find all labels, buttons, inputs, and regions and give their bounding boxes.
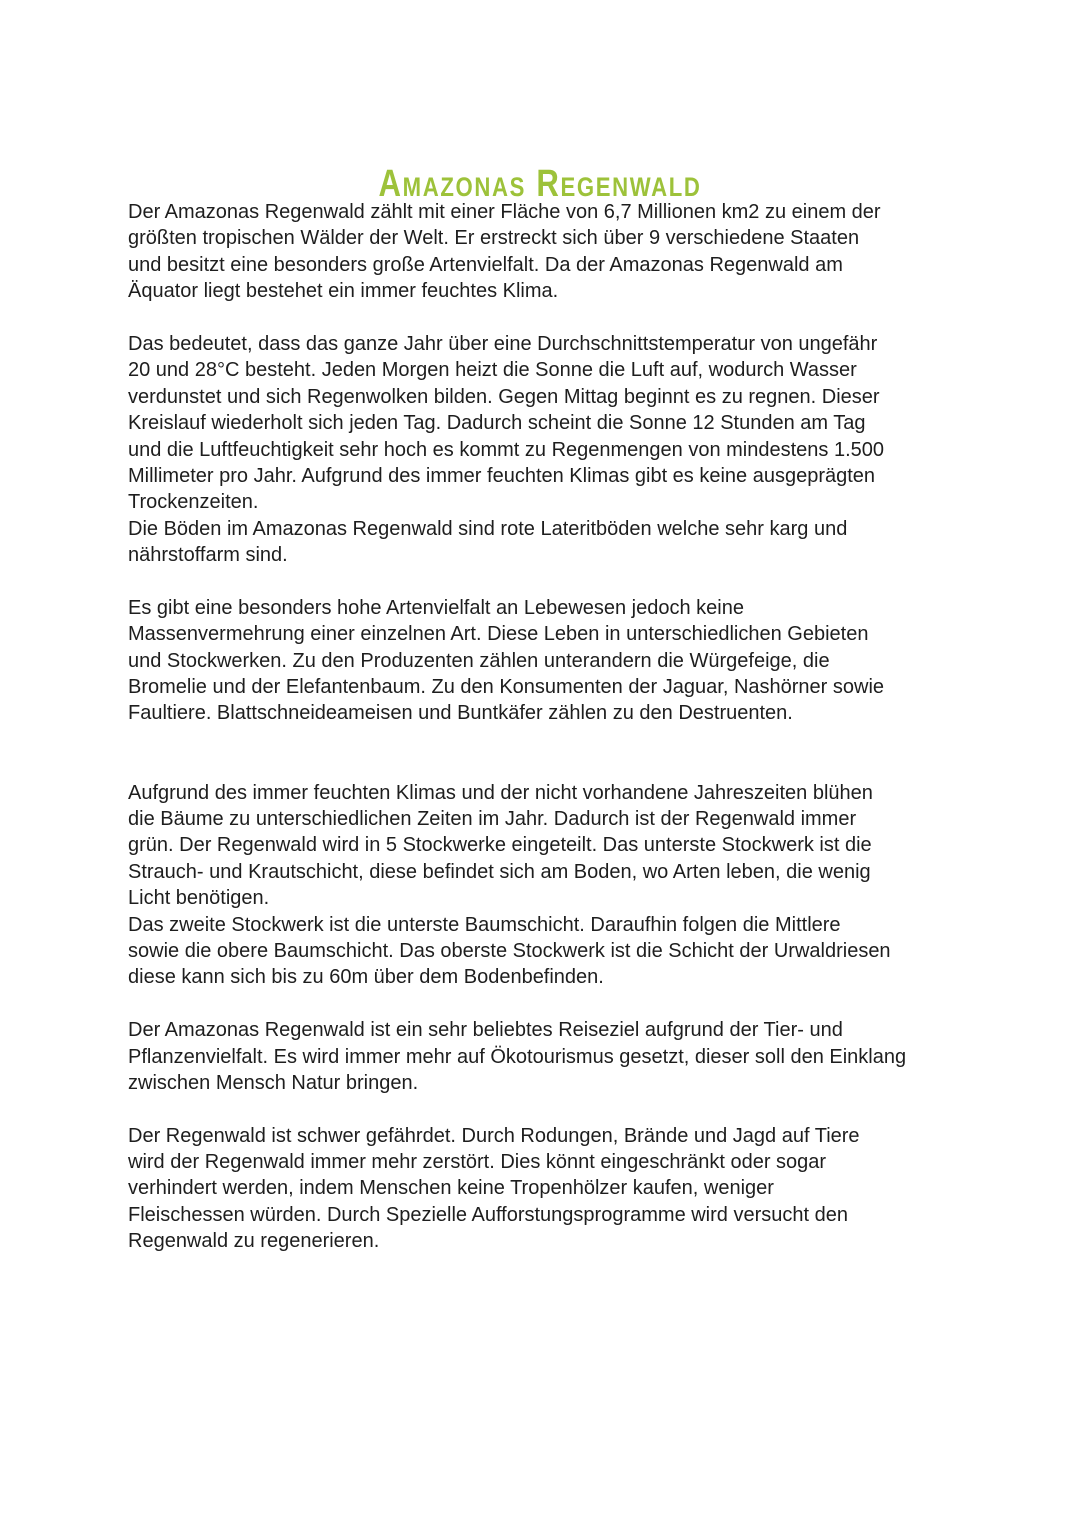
text-line: die Bäume zu unterschiedlichen Zeiten im Jahr. Dadurch ist der Regenwald immer [128,808,857,830]
paragraph [128,1123,906,1255]
text-line: sowie die obere Baumschicht. Das oberste Stockwerk ist die Schicht der Urwaldriesen [128,939,891,962]
text-line: diese kann sich bis zu 60m über dem Bodenbefinden. [128,966,604,989]
text-line: Massenvermehrung einer einzelnen Art. Diese Leben in unterschiedlichen Gebieten [128,623,869,646]
text-line: Fleischessen würden. Durch Spezielle Aufforstungsprogramme wird versucht den [128,1203,848,1226]
text-line: und die Luftfeuchtigkeit sehr hoch es kommt zu Regenmengen von mindestens 1.500 [128,438,885,461]
text-line: Pflanzenvielfalt. Es wird immer mehr auf Ökotourismus gesetzt, dieser soll den Einklang [128,1045,907,1068]
text-line: Aufgrund des immer feuchten Klimas und der nicht vorhandene Jahreszeiten blühen [128,781,873,804]
paragraph [128,1017,906,1096]
text-line: nährstoffarm sind. [128,544,288,567]
text-line: Der Regenwald ist schwer gefährdet. Durch Rodungen, Brände und Jagd auf Tiere [128,1124,860,1147]
document-title: Amazonas Regenwald [378,163,702,206]
paragraph [128,331,906,516]
text-line: Der Amazonas Regenwald zählt mit einer Fläche von 6,7 Millionen km2 zu einem der [128,201,881,223]
text-line: Der Amazonas Regenwald ist ein sehr beliebtes Reiseziel aufgrund der Tier- und [128,1019,843,1042]
text-line: Äquator liegt bestehet ein immer feuchtes Klima. [128,280,559,303]
text-line: Regenwald zu regenerieren. [128,1230,380,1253]
paragraph [128,595,906,727]
text-line: Kreislauf wiederholt sich jeden Tag. Dadurch scheint die Sonne 12 Stunden am Tag [128,412,866,435]
text-line: verhindert werden, indem Menschen keine Tropenhölzer kaufen, weniger [128,1177,774,1200]
text-line: Licht benötigen. [128,887,270,910]
text-line: und besitzt eine besonders große Artenvielfalt. Da der Amazonas Regenwald am [128,253,843,276]
text-line: zwischen Mensch Natur bringen. [128,1071,419,1094]
text-line: Die Böden im Amazonas Regenwald sind rote Lateritböden welche sehr karg und [128,517,848,540]
text-line: und Stockwerken. Zu den Produzenten zählen unterandern die Würgefeige, die [128,649,830,672]
text-line: Das zweite Stockwerk ist die unterste Baumschicht. Daraufhin folgen die Mittlere [128,913,841,936]
text-line: grün. Der Regenwald wird in 5 Stockwerke eingeteilt. Das unterste Stockwerk ist die [128,834,872,857]
text-line: verdunstet und sich Regenwolken bilden. Gegen Mittag beginnt es zu regnen. Dieser [128,385,880,408]
text-line: Strauch- und Krautschicht, diese befindet sich am Boden, wo Arten leben, die wenig [128,860,871,883]
document-body [128,199,906,1255]
text-line: größten tropischen Wälder der Welt. Er erstreckt sich über 9 verschiedene Staaten [128,227,860,250]
paragraph [128,780,906,912]
text-line: Bromelie und der Elefantenbaum. Zu den Konsumenten der Jaguar, Nashörner sowie [128,676,885,699]
text-line: Es gibt eine besonders hohe Artenvielfalt an Lebewesen jedoch keine [128,596,744,619]
text-line: Das bedeutet, dass das ganze Jahr über eine Durchschnittstemperatur von ungefähr [128,332,878,355]
text-line: Trockenzeiten. [128,491,259,514]
paragraph [128,199,906,305]
text-line: wird der Regenwald immer mehr zerstört. Dies könnt eingeschränkt oder sogar [128,1151,827,1174]
paragraph [128,516,906,569]
text-line: 20 und 28°C besteht. Jeden Morgen heizt die Sonne die Luft auf, wodurch Wasser [128,359,857,382]
text-line: Faultiere. Blattschneideameisen und Buntkäfer zählen zu den Destruenten. [128,702,793,725]
paragraph [128,912,906,991]
text-line: Millimeter pro Jahr. Aufgrund des immer feuchten Klimas gibt es keine ausgeprägten [128,464,876,487]
